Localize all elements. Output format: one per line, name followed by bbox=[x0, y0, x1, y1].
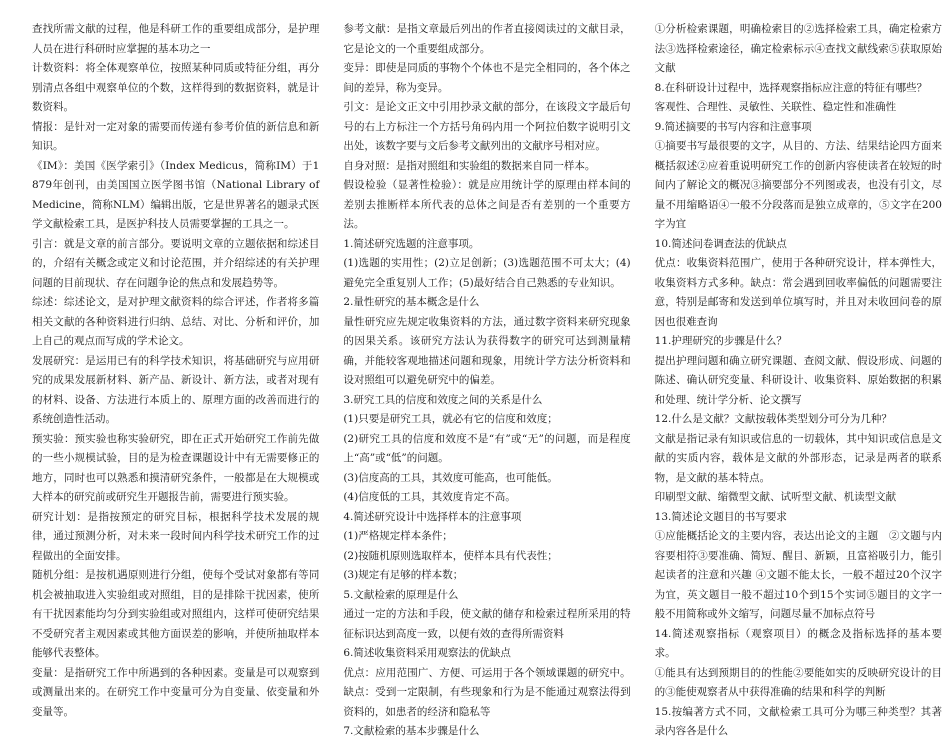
paragraph: 《IM》：美国《医学索引》（Index Medicus，简称IM）于1879年创刊，由美国国立医学图书馆（National Library of Medicine，简称NLM）编辑出版，它是世界著名的题录式医学文献检索工具，是医护科技人员需要掌握的工具之一。 bbox=[32, 159, 320, 230]
paragraph: (1)严格规定样本条件； bbox=[343, 530, 453, 542]
paragraph: 自身对照：是指对照组和实验组的数据来自同一样本。 bbox=[343, 159, 596, 172]
paragraph: 预实验：预实验也称实验研究，即在正式开始研究工作前先做的一些小规模试验，目的是为检查课题设计中有无需要修正的地方，同时也可以熟悉和摸清研究条件，一般都是在大规模或大样本的研究前或研究生开题报告前，需要进行预实验。 bbox=[32, 432, 320, 503]
paragraph: ①能具有达到预期目的的性能②要能如实的反映研究设计的目的③能使观察者从中获得准确的结果和科学的判断 bbox=[654, 666, 942, 698]
paragraph: 通过一定的方法和手段，使文献的储存和检索过程所采用的特征标识达到高度一致，以便有效的查得所需资料 bbox=[343, 608, 631, 640]
paragraph: 变异：即使是同质的事物个个体也不是完全相同的，各个体之间的差异，称为变异。 bbox=[343, 62, 631, 94]
paragraph: 计数资料：将全体观察单位，按照某种同质或特征分组，再分别清点各组中观察单位的个数，这样得到的数据资料，就是计数资料。 bbox=[32, 62, 320, 113]
paragraph: 参考文献：是指文章最后列出的作者直接阅读过的文献目录，它是论文的一个重要组成部分。 bbox=[343, 23, 631, 55]
paragraph: 6.简述收集资料采用观察法的优缺点 bbox=[343, 647, 511, 659]
paragraph: 10.简述问卷调查法的优缺点 bbox=[654, 237, 787, 250]
paragraph: 发展研究：是运用已有的科学技术知识，将基础研究与应用研究的成果发展新材料、新产品、新设计、新方法，或者对现有的材料、设备、方法进行本质上的、原理方面的改善而进行的系统创造性活动。 bbox=[32, 354, 320, 425]
paragraph: 12.什么是文献？文献按载体类型划分可分为几种？ bbox=[654, 413, 892, 425]
paragraph: 情报：是针对一定对象的需要而传递有参考价值的新信息和新知识。 bbox=[32, 120, 320, 152]
paragraph: 客观性、合理性、灵敏性、关联性、稳定性和准确性 bbox=[654, 101, 897, 113]
paragraph: 15.按编著方式不同，文献检索工具可分为哪三种类型？其著录内容各是什么 bbox=[654, 705, 942, 737]
paragraph: (1)选题的实用性；(2)立足创新；(3)选题范围不可太大；(4)避免完全重复别人工作；(5)最好结合自己熟悉的专业知识。 bbox=[343, 257, 631, 289]
paragraph: 14.简述观察指标（观察项目）的概念及指标选择的基本要求。 bbox=[654, 627, 942, 659]
paragraph: 查找所需文献的过程，他是科研工作的重要组成部分，是护理人员在进行科研时应掌握的基本功之一 bbox=[32, 23, 320, 55]
text-column-left bbox=[32, 20, 320, 718]
paragraph: 13.简述论文题目的书写要求 bbox=[654, 510, 787, 523]
text-column-middle bbox=[343, 20, 631, 737]
paragraph: 引言：就是文章的前言部分。要说明文章的立题依据和综述目的，介绍有关概念或定义和讨论范围，并介绍综述的有关护理问题的目前现状、存在问题争论的焦点和发展趋势等。 bbox=[32, 237, 320, 289]
paragraph: 综述：综述论文，是对护理文献资料的综合评述，作者将多篇相关文献的各种资料进行归纳、总结、对比、分析和评价，加上自己的观点而写成的学术论文。 bbox=[32, 296, 320, 347]
paragraph: 3.研究工具的信度和效度之间的关系是什么 bbox=[343, 393, 543, 406]
paragraph: 量性研究应先规定收集资料的方法，通过数字资料来研究现象的因果关系。该研究方法认为获得数字的研究可达到测量精确，并能较客观地描述问题和现象，用统计学方法分析资料和设对照组可以避免研究中的偏差。 bbox=[343, 315, 631, 386]
paragraph: 11.护理研究的步骤是什么？ bbox=[654, 335, 787, 347]
paragraph: ①摘要书写最很要的文字，从目的、方法、结果结论四方面来概括叙述②应着重说明研究工作的创新内容使读者在较短的时间内了解论文的概况③摘要部分不列图或表，也没有引文，尽量不用缩略语④一般不分段落而是独立成章的，⑤文字在200字为宜 bbox=[654, 140, 942, 230]
paragraph: 优点：收集资料范围广，使用于各种研究设计，样本弹性大，收集资料方式多种。缺点：常会遇到回收率偏低的问题需要注意，特别是邮寄和发送到单位填写时，并且对未收回问卷的原因也很难查询 bbox=[654, 257, 942, 328]
paragraph: (4)信度低的工具，其效度肯定不高。 bbox=[343, 491, 516, 503]
paragraph: 随机分组：是按机遇原则进行分组，使每个受试对象都有等同机会被抽取进入实验组或对照组，目的是排除干扰因素，使所有干扰因素能均匀分到实验组或对照组内，这样可使研究结果不受研究者主观因素或其他方面误差的影响，并使所抽取样本能够代表整体。 bbox=[32, 569, 320, 659]
paragraph: 2.量性研究的基本概念是什么 bbox=[343, 296, 480, 308]
paragraph: 8.在科研设计过程中，选择观察指标应注意的特征有哪些？ bbox=[654, 81, 928, 94]
paragraph: 研究计划：是指按预定的研究目标，根据科学技术发展的规律，通过预测分析，对未来一段时间内科学技术研究工作的过程做出的全面安排。 bbox=[32, 510, 320, 562]
paragraph: 印刷型文献、缩微型文献、试听型文献、机读型文献 bbox=[654, 491, 897, 503]
text-column-right bbox=[654, 20, 942, 737]
paragraph: 1.简述研究选题的注意事项。 bbox=[343, 237, 480, 250]
paragraph: ①分析检索课题，明确检索目的②选择检索工具，确定检索方法③选择检索途径，确定检索标示④查找文献线索⑤获取原始文献 bbox=[654, 23, 942, 74]
paragraph: (3)信度高的工具，其效度可能高，也可能低。 bbox=[343, 471, 558, 484]
paragraph: (2)研究工具的信度和效度不是“有”或“无”的问题，而是程度上“高”或“低”的问题。 bbox=[343, 432, 631, 464]
paragraph: 文献是指记录有知识或信息的一切载体，其中知识或信息是文献的实质内容，载体是文献的外部形态，记录是两者的联系物，是文献的基本特点。 bbox=[654, 432, 942, 484]
paragraph: 9.简述摘要的书写内容和注意事项 bbox=[654, 120, 812, 133]
paragraph: 优点：应用范围广、方便、可运用于各个领域课题的研究中。缺点：受到一定限制，有些现象和行为是不能通过观察法得到资料的，如患者的经济和隐私等 bbox=[343, 666, 631, 718]
paragraph: 4.简述研究设计中选择样本的注意事项 bbox=[343, 510, 522, 523]
paragraph: (3)规定有足够的样本数； bbox=[343, 569, 464, 581]
paragraph: 5.文献检索的原理是什么 bbox=[343, 588, 459, 601]
paragraph: ①应能概括论文的主要内容，表达出论文的主题 ②文题与内容要相符③要准确、简短、醒目、新颖，且富裕吸引力，能引起读者的注意和兴趣 ④文题不能太长，一般不超过20个汉字为宜，英文题目一般不超过10个到15个实词⑤题目的文字一般不用简称或外文缩写，问题尽量不加标点符号 bbox=[654, 530, 942, 620]
paragraph: 引文：是论文正文中引用抄录文献的部分，在该段文字最后句号的右上方标注一个方括号角码内用一个阿拉伯数字说明引文出处，该数字要与文后参考文献列出的文献序号相对应。 bbox=[343, 101, 631, 152]
paragraph: 提出护理问题和确立研究课题、查阅文献、假设形成、问题的陈述、确认研究变量、科研设计、收集资料、原始数据的积累和处理、统计学分析、论文撰写 bbox=[654, 354, 942, 406]
paragraph: 7.文献检索的基本步骤是什么 bbox=[343, 725, 480, 737]
paragraph: 假设检验（显著性检验）：就是应用统计学的原理由样本间的差别去推断样本所代表的总体之间是否有差别的一个重要方法。 bbox=[343, 179, 631, 230]
paragraph: 变量：是指研究工作中所遇到的各种因素。变量是可以观察到或测量出来的。在研究工作中变量可分为自变量、依变量和外变量等。 bbox=[32, 666, 320, 718]
paragraph: (2)按随机原则选取样本，使样本具有代表性； bbox=[343, 549, 558, 562]
paragraph: (1)只要是研究工具，就必有它的信度和效度； bbox=[343, 413, 558, 425]
